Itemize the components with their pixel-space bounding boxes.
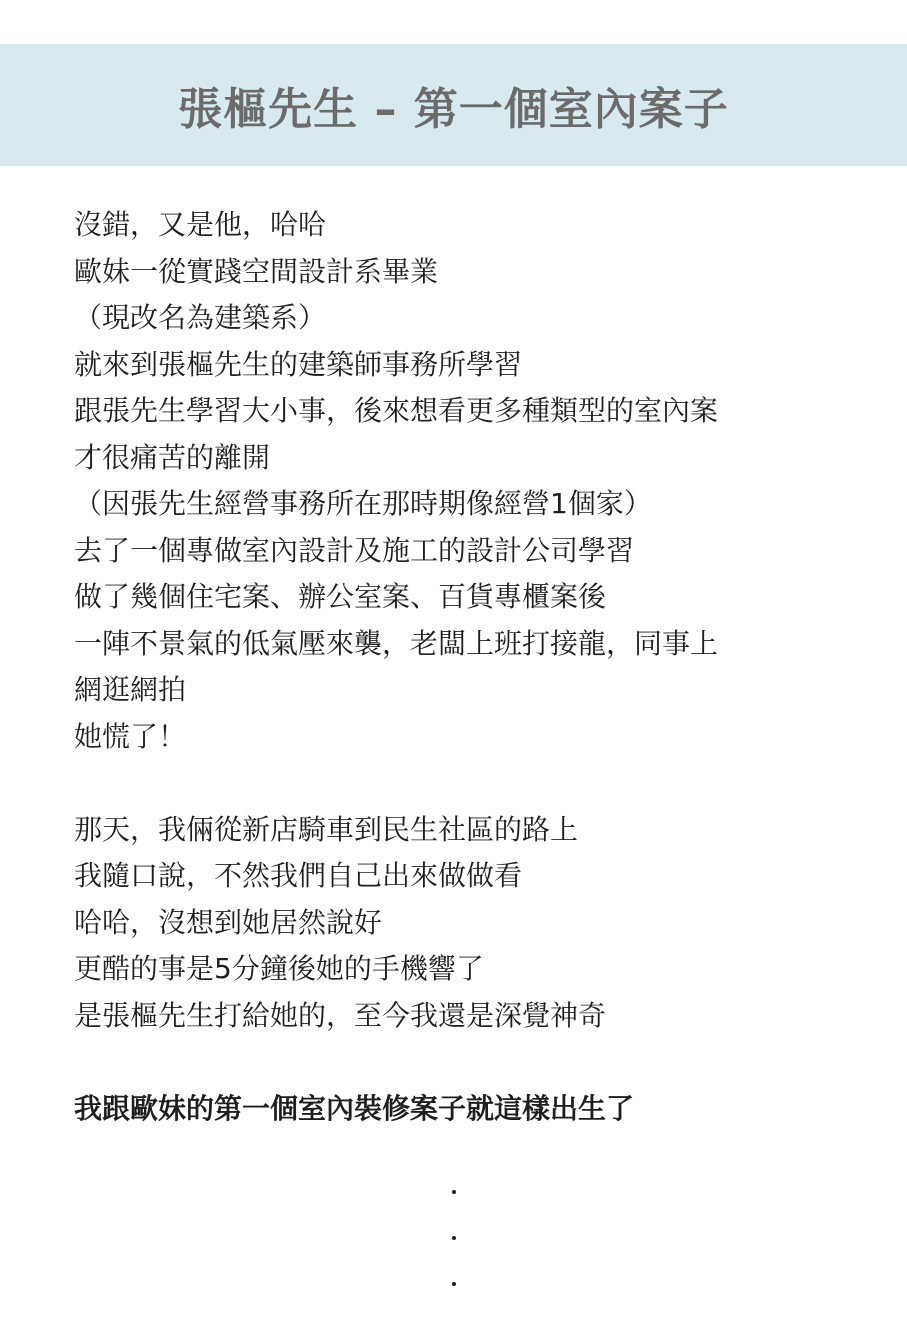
conclusion-line: 我跟歐妹的第一個室內裝修案子就這樣出生了 [74,1091,635,1125]
text-line: 才很痛苦的離開 [74,440,271,474]
paragraph-2 [74,807,854,1040]
dot [452,1190,456,1194]
paragraph-spacer [74,1039,854,1086]
text-line: 做了幾個住宅案、辦公室案、百貨專櫃案後 [74,580,607,613]
text-line: 哈哈，沒想到她居然說好 [74,905,383,939]
text-line: 網逛網拍 [74,673,187,706]
text-line: 她慌了！ [74,719,187,753]
text-line: 去了一個專做室內設計及施工的設計公司學習 [74,533,635,567]
text-line: 那天，我倆從新店騎車到民生社區的路上 [74,812,579,846]
text-line: （因張先生經營事務所在那時期像經營1個家） [74,487,652,520]
text-line: （現改名為建築系） [74,301,327,334]
text-line: 跟張先生學習大小事，後來想看更多種類型的室內案 [74,394,719,427]
text-line: 沒錯，又是他，哈哈 [74,208,327,241]
page-title: 張樞先生 – 第一個室內案子 [178,84,729,135]
text-line: 歐妹一從實踐空間設計系畢業 [74,254,439,288]
text-line: 一陣不景氣的低氣壓來襲，老闆上班打接龍，同事上 [74,626,719,660]
text-line: 是張樞先生打給她的，至今我還是深覺神奇 [74,998,607,1032]
dot [452,1282,456,1286]
paragraph-spacer [74,760,854,807]
article-body [74,202,854,1132]
text-line: 我隨口說，不然我們自己出來做做看 [74,859,523,892]
text-line: 就來到張樞先生的建築師事務所學習 [74,347,523,381]
paragraph-1 [74,202,854,760]
title-banner [0,44,907,166]
dot [452,1236,456,1240]
text-line: 更酷的事是5分鐘後她的手機響了 [74,952,484,985]
ellipsis-dots [448,1190,460,1328]
